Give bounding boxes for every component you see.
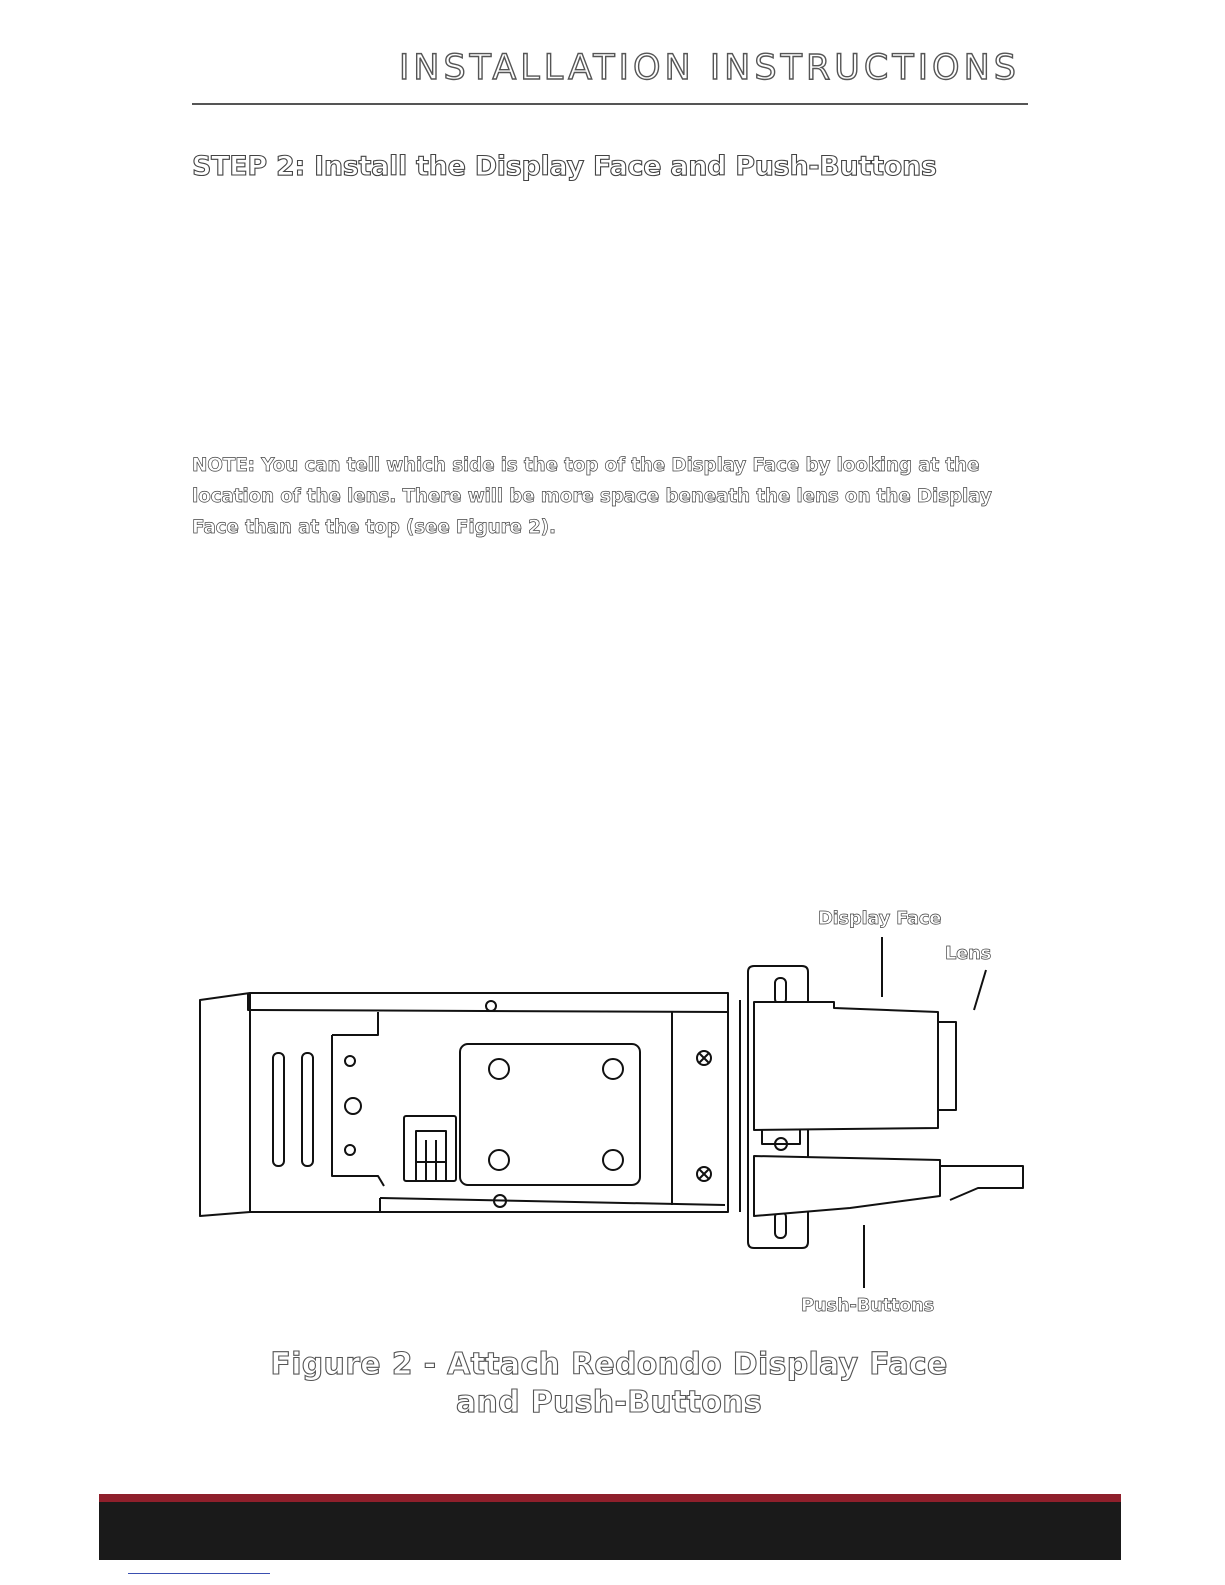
note-paragraph: NOTE: You can tell which side is the top of the Display Face by looking at the location of the lens. There will be more space beneath the lens on the Display Face than at the top (see Figure 2). [192, 455, 992, 538]
mount-housing [200, 993, 740, 1216]
leader-lens [974, 970, 986, 1010]
figure-caption-line-1: Figure 2 - Attach Redondo Display Face [270, 1347, 948, 1382]
push-buttons [754, 1156, 1023, 1216]
label-display-face: Display Face [818, 908, 942, 929]
footer-bar [99, 1494, 1121, 1560]
label-push-buttons: Push-Buttons [801, 1295, 935, 1316]
mounting-bracket [748, 966, 808, 1248]
step-heading: STEP 2: Install the Display Face and Push-Buttons [192, 151, 937, 182]
figure-caption [0, 1346, 1218, 1422]
display-face [754, 1002, 956, 1150]
label-lens: Lens [945, 943, 992, 964]
figure-caption-line-2: and Push-Buttons [455, 1385, 763, 1420]
header-title: INSTALLATION INSTRUCTIONS [398, 48, 1020, 88]
screw-icon-group [697, 1037, 786, 1183]
header-divider [192, 103, 1028, 105]
footer-link-underline [128, 1573, 270, 1574]
